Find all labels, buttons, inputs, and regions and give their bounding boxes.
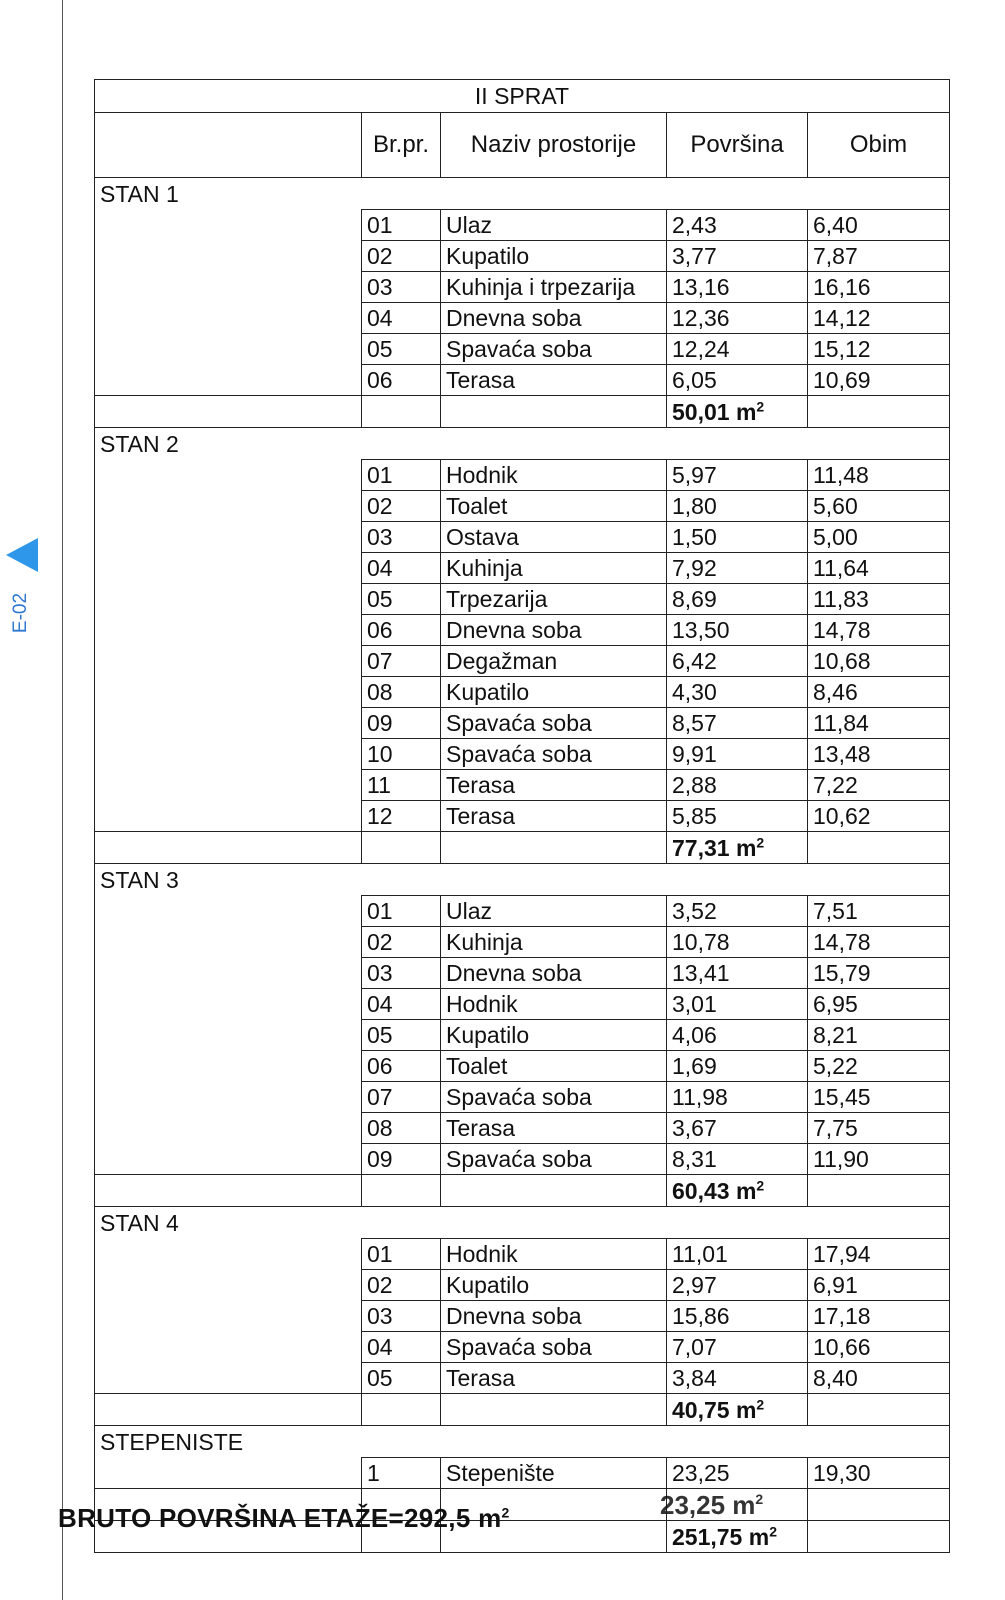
table-row (95, 303, 950, 334)
room-name: Terasa (441, 365, 667, 396)
grand-total-value: 251,75 m (672, 1523, 770, 1550)
room-number: 05 (362, 584, 441, 615)
room-number: 07 (362, 1082, 441, 1113)
room-perimeter: 6,95 (808, 989, 950, 1020)
room-area: 7,07 (667, 1332, 808, 1363)
room-area: 13,41 (667, 958, 808, 989)
room-area: 3,84 (667, 1363, 808, 1394)
table-row (95, 460, 950, 491)
room-perimeter: 14,78 (808, 615, 950, 646)
room-area: 8,57 (667, 708, 808, 739)
room-perimeter: 17,94 (808, 1239, 950, 1270)
room-name: Kupatilo (441, 677, 667, 708)
room-name: Terasa (441, 801, 667, 832)
room-perimeter: 8,40 (808, 1363, 950, 1394)
table-row (95, 770, 950, 801)
room-area: 13,50 (667, 615, 808, 646)
room-area: 2,88 (667, 770, 808, 801)
room-name: Dnevna soba (441, 303, 667, 334)
section-total-area (667, 1175, 808, 1207)
room-area: 4,30 (667, 677, 808, 708)
section-total-value: 77,31 m (672, 834, 757, 861)
room-number: 06 (362, 615, 441, 646)
table-row (95, 1082, 950, 1113)
room-area: 9,91 (667, 739, 808, 770)
header-number: Br.pr. (362, 113, 441, 178)
table-row (95, 989, 950, 1020)
room-number: 04 (362, 303, 441, 334)
room-perimeter: 10,69 (808, 365, 950, 396)
room-perimeter: 10,62 (808, 801, 950, 832)
section-name: STEPENISTE (95, 1426, 950, 1458)
room-name: Spavaća soba (441, 1332, 667, 1363)
table-row (95, 365, 950, 396)
room-number: 01 (362, 1239, 441, 1270)
unit-superscript: 2 (756, 1176, 765, 1193)
room-perimeter: 8,46 (808, 677, 950, 708)
room-name: Dnevna soba (441, 615, 667, 646)
room-number: 03 (362, 958, 441, 989)
room-number: 02 (362, 1270, 441, 1301)
section-header-row (95, 864, 950, 896)
header-room-name: Naziv prostorije (441, 113, 667, 178)
room-number: 02 (362, 241, 441, 272)
room-perimeter: 11,64 (808, 553, 950, 584)
room-perimeter: 11,84 (808, 708, 950, 739)
room-name: Ulaz (441, 210, 667, 241)
room-number: 02 (362, 927, 441, 958)
room-number: 03 (362, 522, 441, 553)
room-area: 1,69 (667, 1051, 808, 1082)
table-row (95, 1051, 950, 1082)
room-name: Hodnik (441, 1239, 667, 1270)
table-row (95, 584, 950, 615)
room-perimeter: 17,18 (808, 1301, 950, 1332)
room-area: 1,50 (667, 522, 808, 553)
section-total-value: 50,01 m (672, 398, 757, 425)
room-area: 6,42 (667, 646, 808, 677)
room-name: Terasa (441, 1113, 667, 1144)
table-row (95, 1363, 950, 1394)
room-number: 02 (362, 491, 441, 522)
room-area: 2,97 (667, 1270, 808, 1301)
room-area: 3,52 (667, 896, 808, 927)
section-total-area (667, 832, 808, 864)
room-perimeter: 19,30 (808, 1458, 950, 1489)
room-number: 01 (362, 210, 441, 241)
room-number: 01 (362, 460, 441, 491)
room-name: Toalet (441, 491, 667, 522)
section-total-area (667, 1394, 808, 1426)
table-row (95, 677, 950, 708)
table-row (95, 896, 950, 927)
bruto-overlap-text: 23,25 m (660, 1489, 756, 1520)
room-name: Trpezarija (441, 584, 667, 615)
room-area: 15,86 (667, 1301, 808, 1332)
unit-superscript: 2 (756, 833, 765, 850)
room-perimeter: 11,90 (808, 1144, 950, 1175)
table-row (95, 615, 950, 646)
room-area: 2,43 (667, 210, 808, 241)
room-name: Kuhinja i trpezarija (441, 272, 667, 303)
unit-superscript: 2 (756, 397, 765, 414)
table-title: II SPRAT (95, 80, 950, 113)
section-total-row (95, 1394, 950, 1426)
unit-superscript: 2 (755, 1490, 764, 1507)
header-perimeter: Obim (808, 113, 950, 178)
room-perimeter: 10,66 (808, 1332, 950, 1363)
room-number: 03 (362, 1301, 441, 1332)
section-name: STAN 1 (95, 178, 950, 210)
room-number: 05 (362, 1020, 441, 1051)
table-row (95, 1458, 950, 1489)
room-number: 06 (362, 1051, 441, 1082)
room-name: Hodnik (441, 460, 667, 491)
room-area: 3,77 (667, 241, 808, 272)
room-name: Terasa (441, 1363, 667, 1394)
room-perimeter: 11,83 (808, 584, 950, 615)
room-perimeter: 15,45 (808, 1082, 950, 1113)
room-name: Kupatilo (441, 1020, 667, 1051)
room-perimeter: 14,12 (808, 303, 950, 334)
unit-superscript: 2 (501, 1503, 510, 1520)
room-number: 09 (362, 708, 441, 739)
section-total-row (95, 1175, 950, 1207)
room-area: 8,69 (667, 584, 808, 615)
section-total-row (95, 396, 950, 428)
bruto-row (95, 1489, 950, 1521)
room-perimeter: 6,40 (808, 210, 950, 241)
section-header-row (95, 428, 950, 460)
room-name: Spavaća soba (441, 1144, 667, 1175)
room-number: 04 (362, 1332, 441, 1363)
header-area: Površina (667, 113, 808, 178)
room-perimeter: 10,68 (808, 646, 950, 677)
table-row (95, 1332, 950, 1363)
grand-total-area (667, 1521, 808, 1553)
table-row (95, 801, 950, 832)
room-name: Stepenište (441, 1458, 667, 1489)
room-area: 5,85 (667, 801, 808, 832)
room-name: Kuhinja (441, 553, 667, 584)
table-row (95, 739, 950, 770)
room-name: Hodnik (441, 989, 667, 1020)
section-header-row (95, 1426, 950, 1458)
page-margin-line (62, 0, 63, 1600)
section-total-value: 60,43 m (672, 1177, 757, 1204)
unit-superscript: 2 (756, 1395, 765, 1412)
room-name: Kupatilo (441, 241, 667, 272)
table-row (95, 1020, 950, 1051)
table-row (95, 708, 950, 739)
room-perimeter: 5,22 (808, 1051, 950, 1082)
room-number: 1 (362, 1458, 441, 1489)
table-row (95, 1144, 950, 1175)
room-perimeter: 13,48 (808, 739, 950, 770)
table-row (95, 334, 950, 365)
table-row (95, 1301, 950, 1332)
room-name: Spavaća soba (441, 739, 667, 770)
section-name: STAN 4 (95, 1207, 950, 1239)
table-row (95, 272, 950, 303)
room-name: Dnevna soba (441, 958, 667, 989)
room-area: 12,24 (667, 334, 808, 365)
table-row (95, 210, 950, 241)
room-area-table (58, 79, 950, 1553)
room-perimeter: 11,48 (808, 460, 950, 491)
table-row (95, 927, 950, 958)
room-number: 04 (362, 553, 441, 584)
room-number: 01 (362, 896, 441, 927)
section-total-row (95, 832, 950, 864)
room-number: 12 (362, 801, 441, 832)
room-area: 10,78 (667, 927, 808, 958)
room-area: 5,97 (667, 460, 808, 491)
room-name: Kupatilo (441, 1270, 667, 1301)
room-area: 1,80 (667, 491, 808, 522)
room-perimeter: 15,12 (808, 334, 950, 365)
section-marker-arrow-icon (6, 538, 38, 572)
room-area: 3,67 (667, 1113, 808, 1144)
section-header-row (95, 1207, 950, 1239)
room-number: 09 (362, 1144, 441, 1175)
table-row (95, 1239, 950, 1270)
room-area: 23,25 (667, 1458, 808, 1489)
table-row (95, 1113, 950, 1144)
room-perimeter: 5,00 (808, 522, 950, 553)
room-number: 05 (362, 334, 441, 365)
bruto-overlap-value (660, 1489, 808, 1521)
room-number: 04 (362, 989, 441, 1020)
room-area: 12,36 (667, 303, 808, 334)
room-perimeter: 6,91 (808, 1270, 950, 1301)
room-name: Kuhinja (441, 927, 667, 958)
section-header-row (95, 178, 950, 210)
room-name: Spavaća soba (441, 708, 667, 739)
room-name: Degažman (441, 646, 667, 677)
room-perimeter: 5,60 (808, 491, 950, 522)
room-name: Dnevna soba (441, 1301, 667, 1332)
room-perimeter: 14,78 (808, 927, 950, 958)
table-row (95, 646, 950, 677)
bruto-label-text: BRUTO POVRŠINA ETAŽE=292,5 m (58, 1502, 502, 1533)
room-name: Terasa (441, 770, 667, 801)
room-number: 06 (362, 365, 441, 396)
room-name: Spavaća soba (441, 334, 667, 365)
room-number: 11 (362, 770, 441, 801)
table-row (95, 522, 950, 553)
room-number: 07 (362, 646, 441, 677)
room-perimeter: 7,51 (808, 896, 950, 927)
section-name: STAN 3 (95, 864, 950, 896)
room-area: 4,06 (667, 1020, 808, 1051)
room-perimeter: 8,21 (808, 1020, 950, 1051)
table-row (95, 241, 950, 272)
room-number: 08 (362, 1113, 441, 1144)
table-row (95, 1270, 950, 1301)
room-name: Ulaz (441, 896, 667, 927)
section-marker (4, 538, 40, 634)
room-perimeter: 7,22 (808, 770, 950, 801)
room-area: 7,92 (667, 553, 808, 584)
section-marker-label: E-02 (10, 592, 31, 634)
room-area: 6,05 (667, 365, 808, 396)
section-total-value: 40,75 m (672, 1396, 757, 1423)
room-area: 11,01 (667, 1239, 808, 1270)
table-row (95, 958, 950, 989)
room-perimeter: 7,87 (808, 241, 950, 272)
room-number: 08 (362, 677, 441, 708)
room-number: 05 (362, 1363, 441, 1394)
room-number: 03 (362, 272, 441, 303)
section-total-area (667, 396, 808, 428)
room-perimeter: 15,79 (808, 958, 950, 989)
room-area: 13,16 (667, 272, 808, 303)
unit-superscript: 2 (769, 1522, 777, 1539)
room-name: Toalet (441, 1051, 667, 1082)
room-area: 11,98 (667, 1082, 808, 1113)
room-perimeter: 16,16 (808, 272, 950, 303)
room-number: 10 (362, 739, 441, 770)
table-row (95, 491, 950, 522)
room-perimeter: 7,75 (808, 1113, 950, 1144)
section-name: STAN 2 (95, 428, 950, 460)
room-area: 8,31 (667, 1144, 808, 1175)
room-name: Ostava (441, 522, 667, 553)
room-name: Spavaća soba (441, 1082, 667, 1113)
table-row (95, 553, 950, 584)
room-area: 3,01 (667, 989, 808, 1020)
